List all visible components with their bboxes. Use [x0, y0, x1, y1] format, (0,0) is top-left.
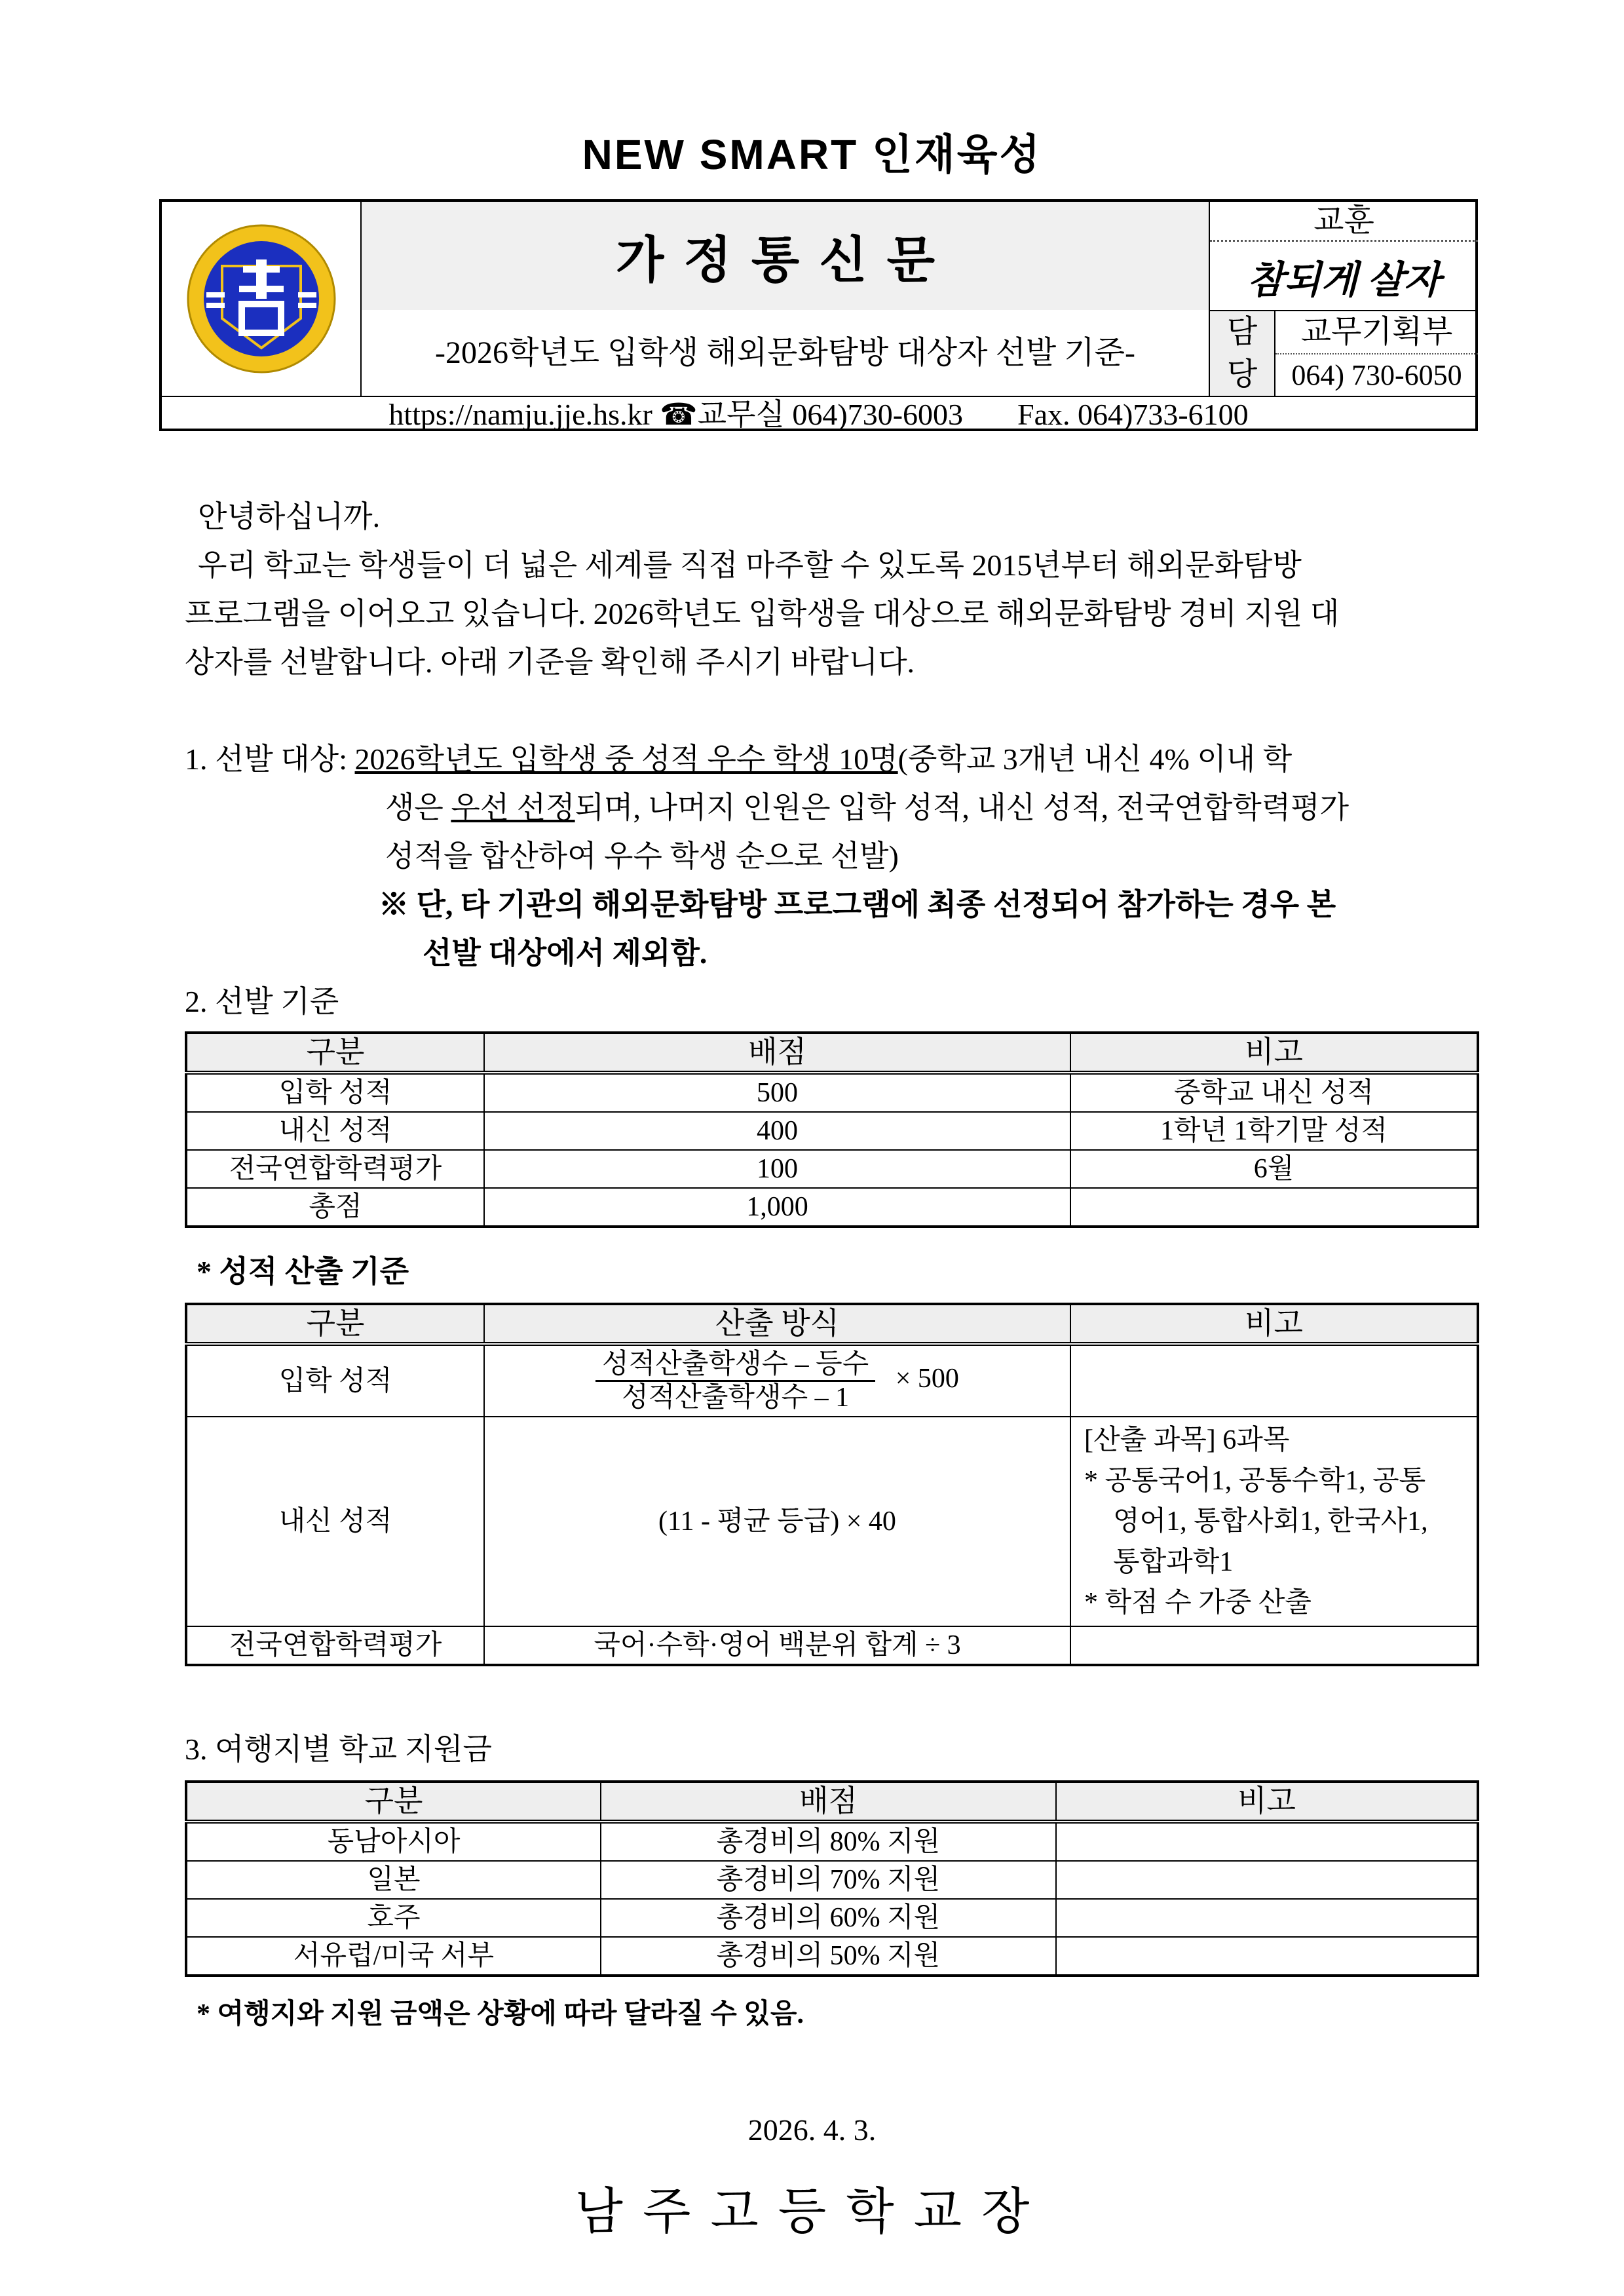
formula-cell: 국어·수학·영어 백분위 합계 ÷ 3	[484, 1626, 1070, 1665]
newsletter-title: 가정통신문	[362, 202, 1209, 310]
cell: 총점	[186, 1188, 484, 1227]
cell: 1,000	[484, 1188, 1070, 1227]
note-line: 영어1, 통합사회1, 한국사1,	[1113, 1506, 1428, 1537]
table-row	[186, 1899, 1478, 1937]
denominator: 성적산출학생수 – 1	[622, 1383, 850, 1413]
col-header: 비고	[1070, 1304, 1478, 1344]
exclusion-note-2: 선발 대상에서 제외함.	[423, 936, 708, 970]
fax-number: Fax. 064)733-6100	[1017, 398, 1249, 431]
in-charge-char-2: 당	[1226, 356, 1258, 392]
section1-label: 1. 선발 대상:	[185, 742, 355, 776]
issue-date: 2026. 4. 3.	[747, 2113, 877, 2147]
support-footnote: * 여행지와 지원 금액은 상황에 따라 달라질 수 있음.	[197, 1999, 804, 2029]
formula-cell: (11 - 평균 등급) × 40	[484, 1417, 1070, 1626]
cell: 동남아시아	[186, 1822, 601, 1861]
calc-heading: * 성적 산출 기준	[197, 1255, 409, 1288]
cell	[1070, 1344, 1478, 1417]
cell: 입학 성적	[186, 1344, 484, 1417]
support-table	[185, 1780, 1479, 1977]
note-line: * 공통국어1, 공통수학1, 공통	[1084, 1466, 1426, 1496]
cell	[1056, 1861, 1478, 1899]
letter-body	[185, 493, 1479, 2294]
cell	[1056, 1822, 1478, 1861]
cell: 100	[484, 1150, 1070, 1188]
principal-signature: 남주고등학교장	[575, 2184, 1049, 2240]
cell: 전국연합학력평가	[186, 1150, 484, 1188]
department-cell	[1274, 310, 1478, 396]
cell: 중학교 내신 성적	[1070, 1073, 1478, 1112]
formula-cell	[484, 1344, 1070, 1417]
col-header: 비고	[1070, 1033, 1478, 1073]
table-row	[186, 1150, 1478, 1188]
department-name: 교무기획부	[1275, 311, 1478, 354]
calculation-table	[185, 1303, 1479, 1666]
cell: 전국연합학력평가	[186, 1626, 484, 1665]
slogan-title: NEW SMART 인재육성	[582, 131, 1042, 178]
department-phone: 064) 730-6050	[1291, 359, 1462, 391]
cell	[1056, 1899, 1478, 1937]
intro-line-1: 우리 학교는 학생들이 더 넓은 세계를 직접 마주할 수 있도록 2015년부터 해외문화탐방	[198, 548, 1302, 582]
notes-cell	[1070, 1417, 1478, 1626]
school-logo-icon	[183, 220, 340, 377]
table-row	[186, 1822, 1478, 1861]
section1-line-2	[385, 784, 1479, 832]
in-charge-char-1: 담	[1226, 315, 1258, 350]
col-header: 구분	[186, 1782, 601, 1822]
table-row	[186, 1417, 1478, 1626]
newsletter-subtitle: -2026학년도 입학생 해외문화탐방 대상자 선발 기준-	[435, 335, 1135, 370]
note-line: * 학점 수 가중 산출	[1084, 1588, 1312, 1618]
newsletter-header	[159, 199, 1478, 431]
cell: 호주	[186, 1899, 601, 1937]
exclusion-note-1: ※ 단, 타 기관의 해외문화탐방 프로그램에 최종 선정되어 참가하는 경우 본	[379, 888, 1336, 921]
motto-label: 교훈	[1210, 202, 1478, 242]
cell: 입학 성적	[186, 1073, 484, 1112]
table-row	[186, 1188, 1478, 1227]
section1-text: 생은	[385, 791, 451, 824]
section2-heading: 2. 선발 기준	[185, 985, 339, 1018]
table-row	[186, 1937, 1478, 1976]
fraction	[595, 1349, 875, 1413]
note-line: 통합과학1	[1113, 1547, 1234, 1577]
col-header: 배점	[484, 1033, 1070, 1073]
table-row	[186, 1861, 1478, 1899]
cell: 총경비의 80% 지원	[601, 1822, 1056, 1861]
office-phone: ☎교무실 064)730-6003	[660, 398, 964, 431]
table-row	[186, 1344, 1478, 1417]
cell	[1070, 1188, 1478, 1227]
cell: 일본	[186, 1861, 601, 1899]
numerator: 성적산출학생수 – 등수	[595, 1349, 875, 1382]
cell: 총경비의 60% 지원	[601, 1899, 1056, 1937]
cell	[1056, 1937, 1478, 1976]
cell: 400	[484, 1112, 1070, 1150]
cell: 총경비의 70% 지원	[601, 1861, 1056, 1899]
section1-rest: (중학교 3개년 내신 4% 이내 학	[897, 742, 1293, 776]
cell: 내신 성적	[186, 1417, 484, 1626]
col-header: 구분	[186, 1033, 484, 1073]
motto-cell	[1209, 202, 1478, 310]
section1-line-3: 성적을 합산하여 우수 학생 순으로 선발)	[385, 839, 899, 873]
cell: 500	[484, 1073, 1070, 1112]
multiplier: × 500	[895, 1364, 959, 1394]
cell: 6월	[1070, 1150, 1478, 1188]
section3-heading: 3. 여행지별 학교 지원금	[185, 1732, 492, 1766]
table-row	[186, 1073, 1478, 1112]
col-header: 배점	[601, 1782, 1056, 1822]
section1-line-1	[185, 735, 1479, 784]
contact-row	[162, 396, 1475, 431]
selection-criteria-table	[185, 1031, 1479, 1228]
note-line: [산출 과목] 6과목	[1084, 1425, 1290, 1455]
cell	[1070, 1626, 1478, 1665]
cell: 서유럽/미국 서부	[186, 1937, 601, 1976]
cell: 1학년 1학기말 성적	[1070, 1112, 1478, 1150]
section1-target: 2026학년도 입학생 중 성적 우수 학생 10명	[354, 742, 898, 776]
greeting: 안녕하십니까.	[198, 500, 381, 533]
intro-line-3: 상자를 선발합니다. 아래 기준을 확인해 주시기 바랍니다.	[185, 645, 915, 679]
website-link[interactable]: https://namju.jje.hs.kr	[388, 398, 652, 431]
cell: 내신 성적	[186, 1112, 484, 1150]
col-header: 구분	[186, 1304, 484, 1344]
cell: 총경비의 50% 지원	[601, 1937, 1056, 1976]
table-row	[186, 1626, 1478, 1665]
col-header: 산출 방식	[484, 1304, 1070, 1344]
logo-cell	[162, 202, 362, 396]
motto-text: 참되게 살자	[1247, 258, 1441, 301]
intro-line-2: 프로그램을 이어오고 있습니다. 2026학년도 입학생을 대상으로 해외문화탐방 경비 지원 대	[185, 597, 1340, 630]
section1-text: 되며, 나머지 인원은 입학 성적, 내신 성적, 전국연합학력평가	[575, 791, 1350, 824]
col-header: 비고	[1056, 1782, 1478, 1822]
table-row	[186, 1112, 1478, 1150]
in-charge-label	[1209, 310, 1274, 396]
priority-selection: 우선 선정	[451, 791, 575, 824]
